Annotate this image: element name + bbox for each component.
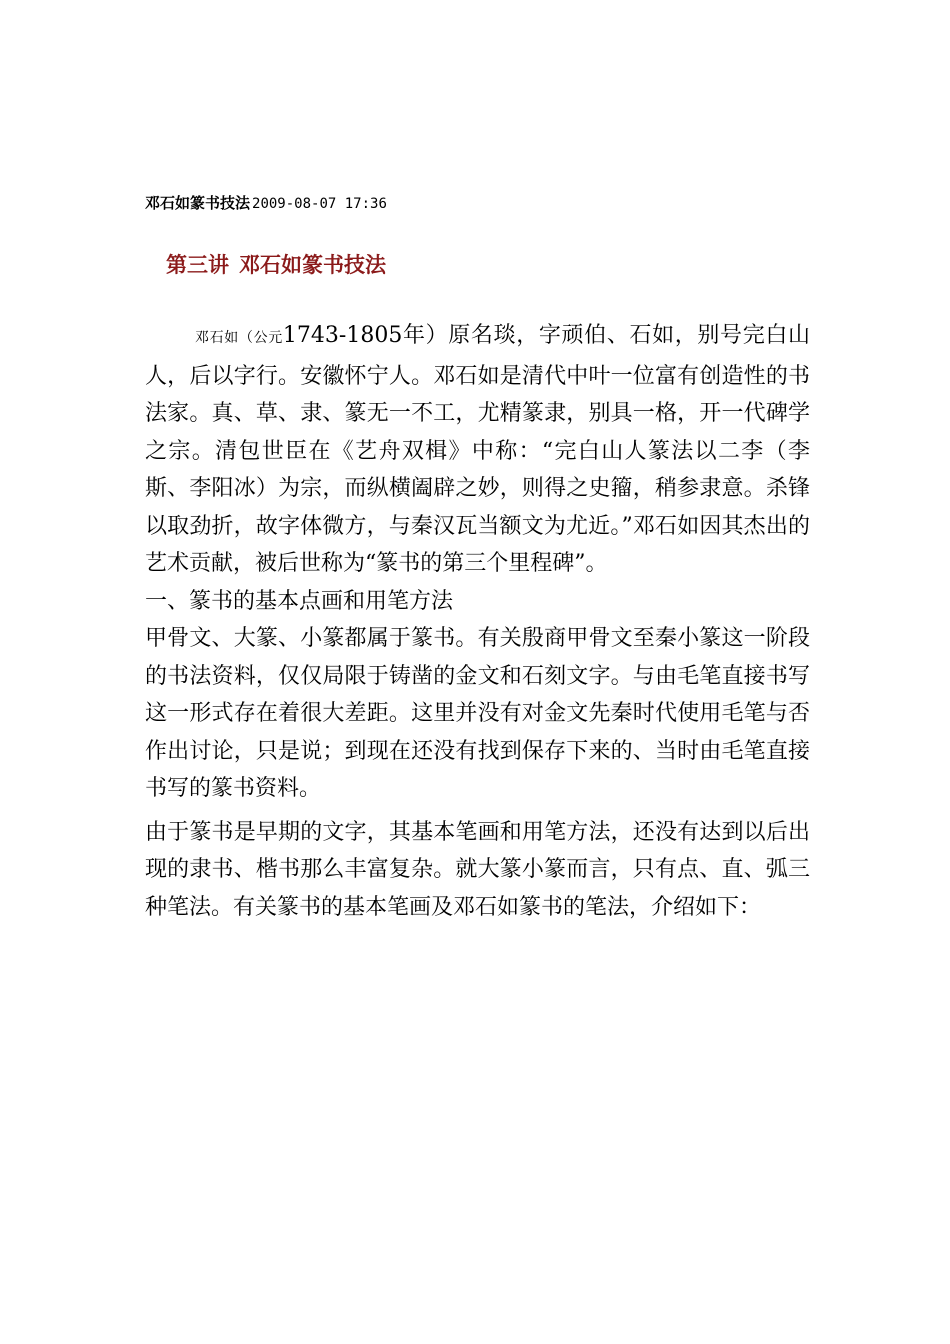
post-header [145, 193, 387, 214]
intro-name: 邓石如 [195, 330, 239, 346]
section-paragraph-2: 由于篆书是早期的文字，其基本笔画和用笔方法，还没有达到以后出现的隶书、楷书那么丰富复杂。就大篆小篆而言，只有点、直、弧三种笔法。有关篆书的基本笔画及邓石如篆书的笔法，介绍如下： [145, 819, 810, 920]
lecture-title-text: 邓石如篆书技法 [239, 252, 386, 277]
post-title: 邓石如篆书技法 [145, 194, 251, 212]
section-paragraph-1: 甲骨文、大篆、小篆都属于篆书。有关殷商甲骨文至秦小篆这一阶段的书法资料，仅仅局限于铸凿的金文和石刻文字。与由毛笔直接书写这一形式存在着很大差距。这里并没有对金文先秦时代使用毛笔与否作出讨论，只是说；到现在还没有找到保存下来的、当时由毛笔直接书写的篆书资料。 [145, 626, 810, 801]
lecture-title [166, 251, 386, 279]
article-body [145, 317, 810, 926]
intro-paragraph [145, 317, 810, 583]
section-heading: 一、篆书的基本点画和用笔方法 [145, 588, 454, 614]
intro-paren: （公元 [238, 330, 283, 346]
lecture-label: 第三讲 [166, 252, 229, 277]
post-datetime: 2009-08-07 17:36 [252, 196, 387, 212]
intro-rest: 年）原名琰，字顽伯、石如，别号完白山人，后以字行。安徽怀宁人。邓石如是清代中叶一位富有创造性的书法家。真、草、隶、篆无一不工，尤精篆隶，别具一格，开一代碑学之宗。清包世臣在《艺舟双楫》中称：“完白山人篆法以二李（李斯、李阳冰）为宗，而纵横阖辟之妙，则得之史籀，稍参隶意。杀锋以取劲折，故字体微方，与秦汉瓦当额文为尤近。”邓石如因其杰出的艺术贡献，被后世称为“篆书的第三个里程碑”。 [145, 323, 811, 576]
intro-years: 1743-1805 [282, 323, 403, 348]
